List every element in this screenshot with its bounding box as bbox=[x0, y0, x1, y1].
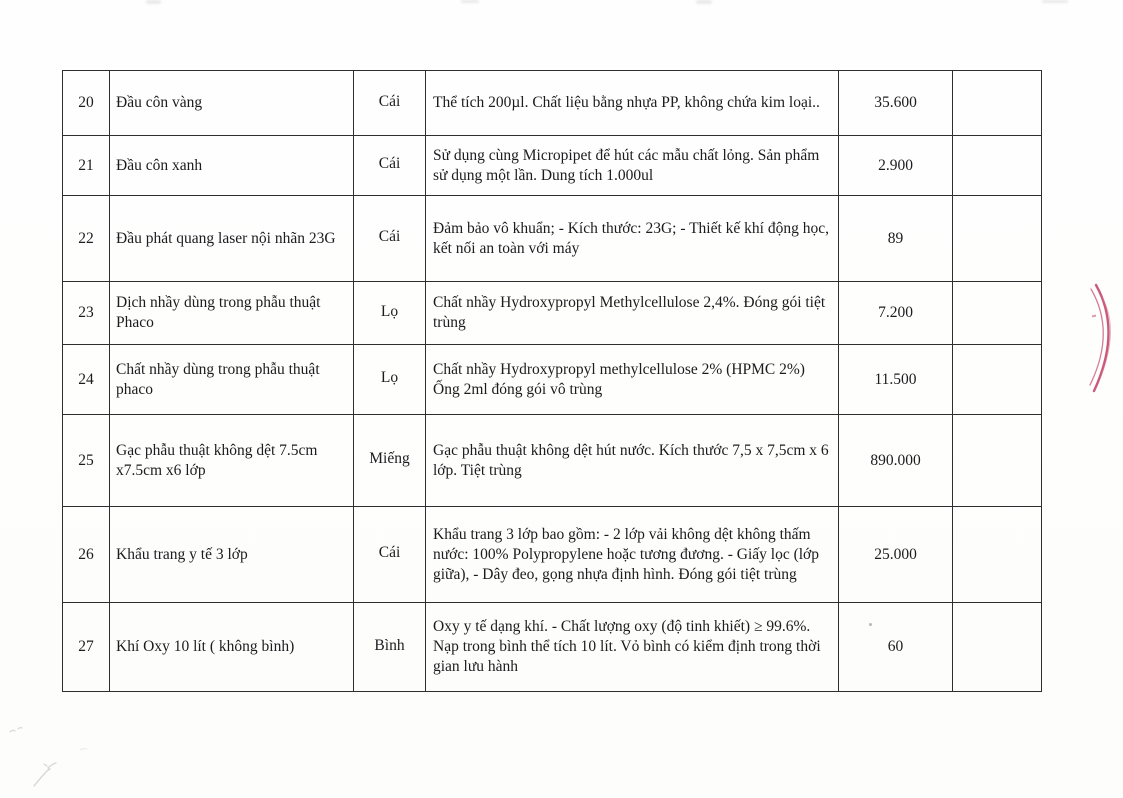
row-number: 20 bbox=[63, 71, 110, 136]
item-quantity: 89 bbox=[839, 196, 953, 282]
scan-artifact bbox=[146, 0, 161, 4]
item-description: Chất nhầy Hydroxypropyl Methylcellulose 2,4%. Đóng gói tiệt trùng bbox=[426, 282, 839, 345]
scan-artifact bbox=[696, 0, 712, 4]
empty-cell bbox=[953, 196, 1042, 282]
item-description: Chất nhầy Hydroxypropyl methylcellulose 2% (HPMC 2%) Ống 2ml đóng gói vô trùng bbox=[426, 345, 839, 415]
pencil-scribble-artifact bbox=[4, 718, 154, 798]
item-unit: Miếng bbox=[354, 415, 426, 507]
scan-artifact bbox=[461, 0, 479, 3]
table-row bbox=[63, 282, 1042, 345]
item-quantity: 890.000 bbox=[839, 415, 953, 507]
item-description: Khẩu trang 3 lớp bao gồm: - 2 lớp vải không dệt không thấm nước: 100% Polypropylene hoặc tương đương. - Giấy lọc (lớp giữa), - Dây đeo, gọng nhựa định hình. Đóng gói tiệt trùng bbox=[426, 507, 839, 603]
table-row bbox=[63, 345, 1042, 415]
item-description: Thể tích 200µl. Chất liệu bằng nhựa PP, không chứa kim loại.. bbox=[426, 71, 839, 136]
item-name: Khẩu trang y tế 3 lớp bbox=[110, 507, 354, 603]
item-quantity: 11.500 bbox=[839, 345, 953, 415]
item-unit: Cái bbox=[354, 136, 426, 196]
item-unit: Lọ bbox=[354, 282, 426, 345]
item-description: Oxy y tế dạng khí. - Chất lượng oxy (độ tinh khiết) ≥ 99.6%. Nạp trong bình thể tích 10 lít. Vỏ bình có kiểm định trong thời gian lưu hành bbox=[426, 603, 839, 692]
item-unit: Cái bbox=[354, 196, 426, 282]
empty-cell bbox=[953, 415, 1042, 507]
table-row bbox=[63, 136, 1042, 196]
row-number: 27 bbox=[63, 603, 110, 692]
item-unit: Bình bbox=[354, 603, 426, 692]
empty-cell bbox=[953, 507, 1042, 603]
empty-cell bbox=[953, 71, 1042, 136]
item-quantity: 7.200 bbox=[839, 282, 953, 345]
table-row bbox=[63, 196, 1042, 282]
scan-artifact bbox=[1042, 0, 1068, 3]
item-description: Sử dụng cùng Micropipet để hút các mẫu chất lỏng. Sản phẩm sử dụng một lần. Dung tích 1.000ul bbox=[426, 136, 839, 196]
row-number: 22 bbox=[63, 196, 110, 282]
red-stamp-edge-icon bbox=[1086, 283, 1123, 393]
item-name: Dịch nhầy dùng trong phẫu thuật Phaco bbox=[110, 282, 354, 345]
item-unit: Lọ bbox=[354, 345, 426, 415]
empty-cell bbox=[953, 345, 1042, 415]
row-number: 25 bbox=[63, 415, 110, 507]
table-row bbox=[63, 415, 1042, 507]
row-number: 26 bbox=[63, 507, 110, 603]
row-number: 21 bbox=[63, 136, 110, 196]
item-name: Đầu côn vàng bbox=[110, 71, 354, 136]
item-unit: Cái bbox=[354, 507, 426, 603]
item-name: Khí Oxy 10 lít ( không bình) bbox=[110, 603, 354, 692]
item-quantity: 35.600 bbox=[839, 71, 953, 136]
item-quantity: 2.900 bbox=[839, 136, 953, 196]
item-description: Gạc phẫu thuật không dệt hút nước. Kích thước 7,5 x 7,5cm x 6 lớp. Tiệt trùng bbox=[426, 415, 839, 507]
item-unit: Cái bbox=[354, 71, 426, 136]
item-quantity: 25.000 bbox=[839, 507, 953, 603]
supply-table bbox=[62, 70, 1042, 692]
empty-cell bbox=[953, 282, 1042, 345]
table-row bbox=[63, 71, 1042, 136]
table-row bbox=[63, 603, 1042, 692]
empty-cell bbox=[953, 136, 1042, 196]
item-name: Đầu phát quang laser nội nhãn 23G bbox=[110, 196, 354, 282]
item-name: Gạc phẫu thuật không dệt 7.5cm x7.5cm x6 lớp bbox=[110, 415, 354, 507]
row-number: 24 bbox=[63, 345, 110, 415]
empty-cell bbox=[953, 603, 1042, 692]
table-row bbox=[63, 507, 1042, 603]
item-name: Đầu côn xanh bbox=[110, 136, 354, 196]
scan-artifact bbox=[869, 623, 872, 626]
item-quantity: 60 bbox=[839, 603, 953, 692]
item-description: Đảm bảo vô khuẩn; - Kích thước: 23G; - Thiết kế khí động học, kết nối an toàn với máy bbox=[426, 196, 839, 282]
row-number: 23 bbox=[63, 282, 110, 345]
item-name: Chất nhầy dùng trong phẫu thuật phaco bbox=[110, 345, 354, 415]
